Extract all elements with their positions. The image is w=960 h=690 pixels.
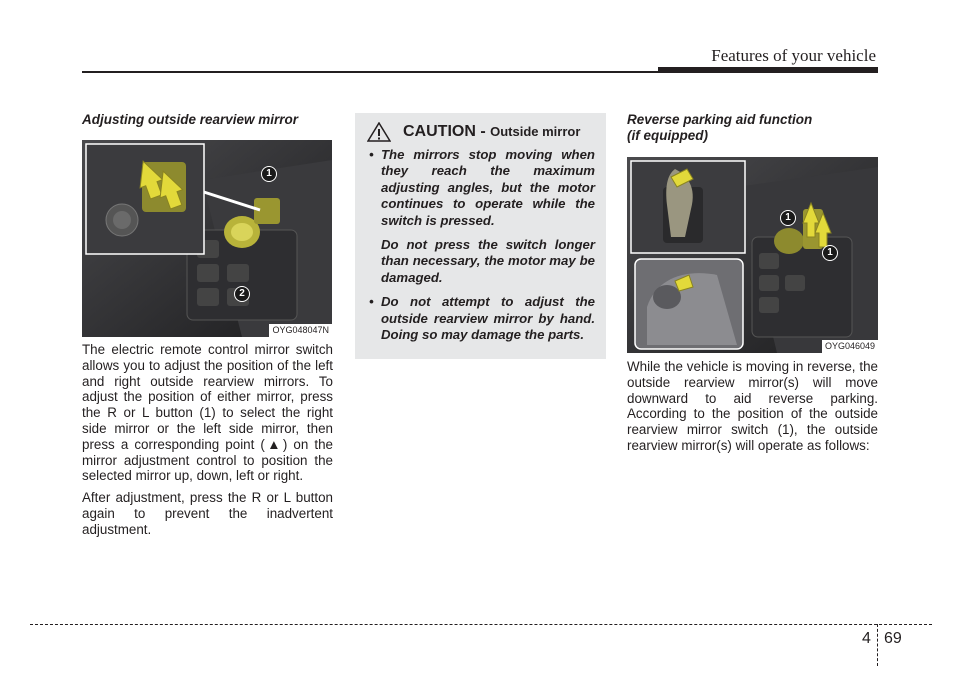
mirror-body-text — [82, 342, 333, 538]
caution-list — [367, 147, 595, 351]
reverse-parking-photo — [627, 157, 878, 353]
bullet: • — [369, 147, 374, 162]
caution-item — [367, 147, 595, 286]
caution-title — [403, 122, 580, 142]
header-rule-accent — [658, 67, 878, 73]
heading-line: (if equipped) — [627, 128, 708, 143]
caution-item-text: The mirrors stop moving when they reach the maximum adjusting angles, but the motor continues to operate while the switch is pressed. — [381, 147, 595, 228]
footer-divider — [877, 624, 878, 666]
caution-item-text: Do not attempt to adjust the outside rearview mirror by hand. Doing so may damage the parts. — [381, 294, 595, 343]
warning-triangle-icon — [367, 122, 391, 142]
caution-label: CAUTION - — [403, 123, 491, 140]
callout-2: 2 — [234, 286, 250, 302]
paragraph-reverse-parking: While the vehicle is moving in reverse, the outside rearview mirror(s) will move downward to aid reverse parking. According to the position of the outside rearview mirror switch (1), the outside rearview mirror(s) will operate as follows: — [627, 359, 878, 453]
callout-1: 1 — [261, 166, 277, 182]
figure-code: OYG046049 — [822, 340, 878, 353]
caution-header — [367, 122, 597, 142]
mirror-switch-photo — [82, 140, 332, 337]
mirror-switch-illustration — [82, 140, 332, 337]
heading-line: Reverse parking aid function — [627, 112, 813, 127]
section-heading-mirror: Adjusting outside rearview mirror — [82, 112, 299, 127]
paragraph-after-adjustment: After adjustment, press the R or L button again to prevent the inadvertent adjustment. — [82, 490, 333, 537]
callout-1: 1 — [780, 210, 796, 226]
figure-code: OYG048047N — [269, 324, 332, 337]
paragraph-mirror-instructions: The electric remote control mirror switch allows you to adjust the position of the left and right outside rearview mirrors. To adjust the position of either mirror, press the R or L button (1) to select the right side mirror or the left side mirror, then press a corresponding point (▲) on the mirror adjustment control to position the selected mirror up, down, left or right. — [82, 342, 333, 484]
callout-1: 1 — [822, 245, 838, 261]
caution-item — [367, 294, 595, 343]
caution-box — [355, 113, 606, 359]
running-header: Features of your vehicle — [711, 46, 876, 65]
caution-subtitle: Outside mirror — [490, 124, 581, 139]
page-number: 69 — [884, 630, 902, 647]
section-heading-reverse-parking — [627, 112, 812, 144]
reverse-parking-body-text — [627, 359, 878, 454]
bullet: • — [369, 294, 374, 310]
caution-item-text: Do not press the switch longer than necessary, the motor may be damaged. — [381, 237, 595, 285]
reverse-parking-illustration — [627, 157, 878, 353]
footer-rule — [30, 624, 932, 625]
chapter-number: 4 — [862, 630, 871, 647]
